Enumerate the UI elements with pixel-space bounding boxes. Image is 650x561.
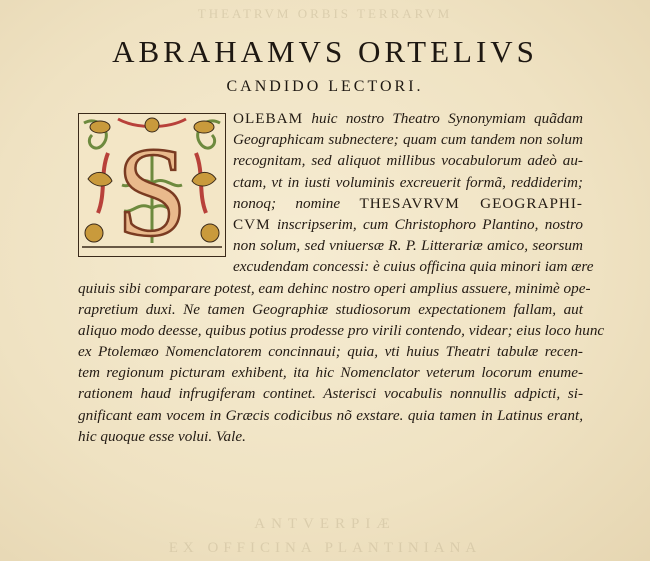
page-title: ABRAHAMVS ORTELIVS xyxy=(112,34,538,69)
text-line: CVM inscripserim, cum Christophoro Plantino, nostro xyxy=(233,215,583,233)
page-subtitle: CANDIDO LECTORI. xyxy=(226,78,424,95)
text-line: recognitam, sed aliquot millibus vocabulorum adeò au- xyxy=(233,152,583,170)
text-line: ctam, vt in iusti voluminis excreuerit formã, reddiderim; xyxy=(233,173,583,191)
show-through-top-text: THEATRVM ORBIS TERRARVM xyxy=(197,6,453,21)
text-line: tem regionum picturam exhibent, ita hic Nomenclator veterum locorum enume- xyxy=(78,364,583,382)
text-line: nonoq; nomine THESAVRVM GEOGRAPHI- xyxy=(233,194,583,212)
text-line: rationem haud infrugiferam continet. Asterisci vocabulis nonnullis adpicti, si- xyxy=(78,385,583,403)
text-line: non solum, sed vniuersæ R. P. Litterariæ amico, seorsum xyxy=(233,237,583,255)
svg-text:S: S xyxy=(116,121,188,257)
text-line: gnificant eam vocem in Græcis codicibus nõ exstare. quia tamen in Latinus erant, xyxy=(78,406,583,424)
text-line-last: hic quoque esse volui. Vale. xyxy=(78,427,246,445)
text-line: OLEBAM huic nostro Theatro Synonymiam quãdam xyxy=(233,110,583,127)
text-line: quiuis sibi comparare potest, eam dehinc nostro operi amplius assuere, minimè ope- xyxy=(78,279,591,297)
text-line: ex Ptolemæo Nomenclatorem concinnaui; quia, vti huius Theatri tabulæ recen- xyxy=(78,343,583,361)
text-line: Geographicam subnectere; quam cum tandem non solum xyxy=(233,131,583,149)
text-line: rapretium duxi. Ne tamen Geographiæ studiosorum expectationem fallam, aut xyxy=(78,300,583,318)
show-through-imprint-city: ANTVERPIÆ xyxy=(254,516,396,532)
text-line: aliquo modo deesse, quibus potius prodesse pro virili contendo, videar; eius loco hunc xyxy=(78,321,605,339)
show-through-imprint-press: EX OFFICINA PLANTINIANA xyxy=(168,540,482,556)
text-line: excudendam concessi: è cuius officina quia minori iam ære xyxy=(233,258,594,276)
preface-text xyxy=(78,108,605,447)
